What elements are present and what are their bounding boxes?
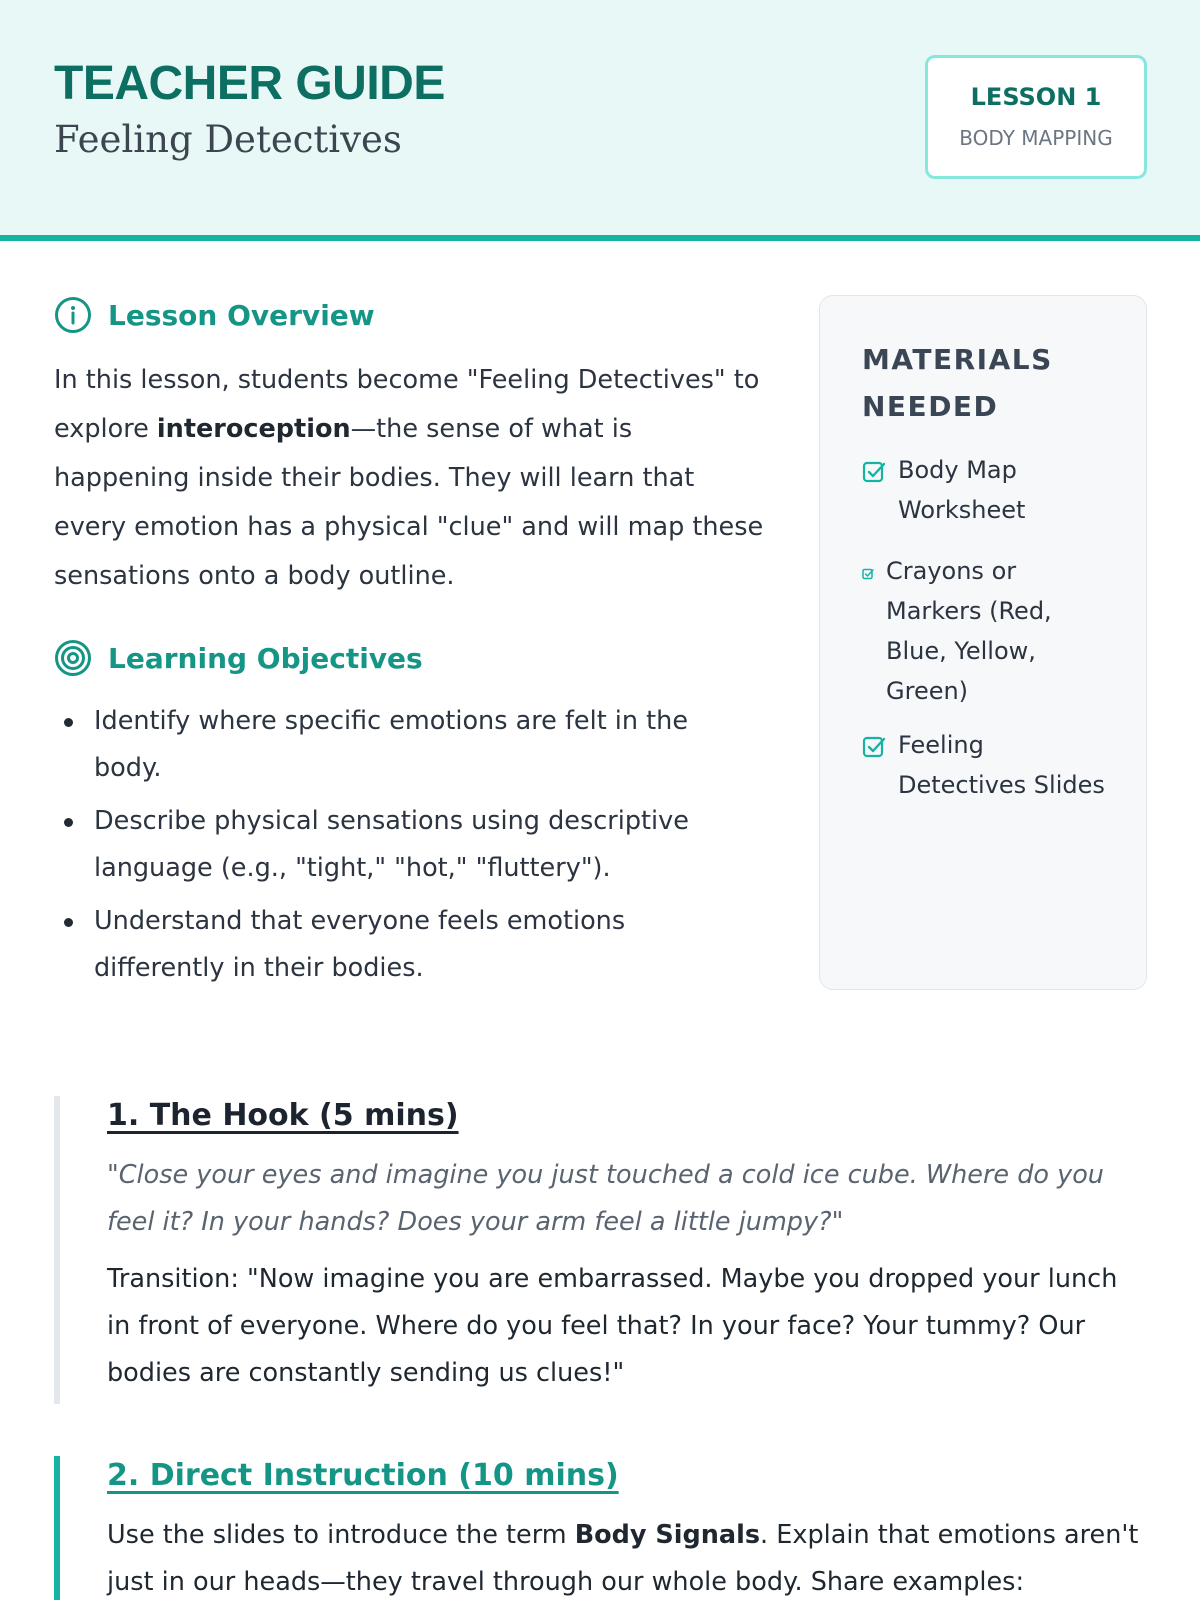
lesson-badge (925, 55, 1147, 179)
instruction-text-part: Use the slides to introduce the term (107, 1520, 575, 1550)
overview-text-part: In this lesson, students become "Feeling Detectives" to explore (54, 365, 760, 444)
checkbox-checked-icon (862, 460, 886, 488)
checkbox-checked-icon (862, 565, 874, 584)
lesson-number: LESSON 1 (970, 83, 1102, 111)
materials-item-label: Feeling Detectives Slides (898, 731, 1105, 799)
target-icon (54, 639, 92, 677)
page-header (0, 0, 1200, 241)
objective-item: Identify where specific emotions are felt in the body. (54, 698, 754, 792)
objective-item: Understand that everyone feels emotions differently in their bodies. (54, 898, 754, 992)
overview-heading (54, 296, 375, 334)
instruction-key-term: Body Signals (574, 1520, 761, 1550)
materials-item-label: Body Map Worksheet (898, 456, 1026, 524)
checkbox-checked-icon (862, 735, 886, 763)
hook-quote: "Close your eyes and imagine you just touched a cold ice cube. Where do you feel it? In your hands? Does your arm feel a little jumpy?" (107, 1160, 1104, 1237)
materials-title: MATERIALS NEEDED (862, 343, 1053, 423)
overview-text (54, 356, 774, 601)
info-circle-icon (54, 296, 92, 334)
step-direct-instruction (54, 1456, 1147, 1600)
materials-item (862, 725, 1112, 805)
step-title: 1. The Hook (5 mins) (107, 1098, 459, 1133)
materials-panel (819, 295, 1147, 990)
objectives-heading-label: Learning Objectives (108, 641, 423, 675)
objective-item: Describe physical sensations using descriptive language (e.g., "tight," "hot," "fluttery"). (54, 798, 754, 892)
materials-item (862, 551, 1112, 711)
objectives-list (54, 698, 754, 998)
step-hook (54, 1096, 1147, 1404)
overview-key-term: interoception (156, 414, 351, 444)
step-title: 2. Direct Instruction (10 mins) (107, 1458, 619, 1493)
materials-item-label: Crayons or Markers (Red, Blue, Yellow, Green) (886, 557, 1052, 705)
materials-item (862, 450, 1112, 530)
objectives-heading (54, 639, 423, 677)
lesson-topic: BODY MAPPING (959, 126, 1113, 150)
overview-heading-label: Lesson Overview (108, 298, 375, 332)
page-subtitle: Feeling Detectives (54, 118, 402, 161)
page-title: TEACHER GUIDE (54, 57, 445, 110)
overview-text-part: —the sense of what is happening inside their bodies. They will learn that every emotion has a physical "clue" and will map these sensations onto a body outline. (54, 414, 764, 591)
direct-instruction-text (107, 1512, 1157, 1600)
instruction-text-part: . Explain that emotions aren't just in our heads—they travel through our whole body. Share examples: (107, 1520, 1139, 1597)
hook-transition: Transition: "Now imagine you are embarrassed. Maybe you dropped your lunch in front of everyone. Where do you feel that? In your face? Your tummy? Our bodies are constantly sending us clues!" (107, 1264, 1118, 1388)
